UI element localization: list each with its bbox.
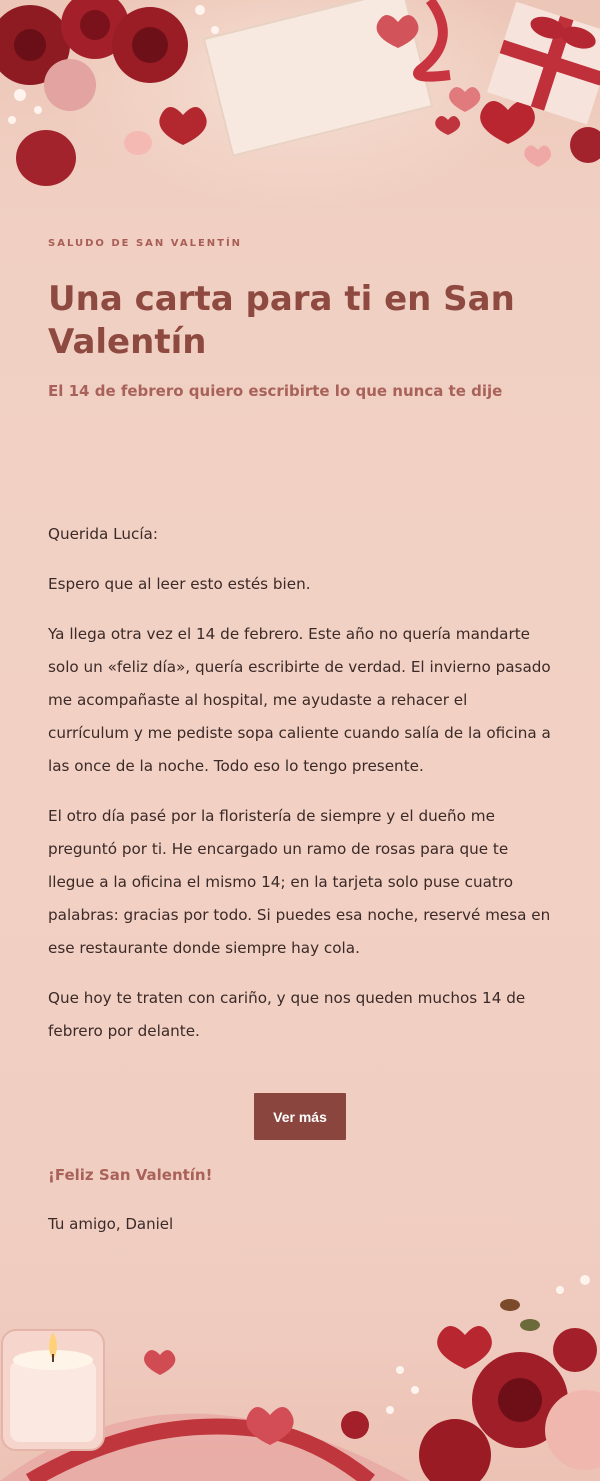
eyebrow-label: SALUDO DE SAN VALENTÍN: [48, 238, 243, 249]
heart-icon: [144, 1350, 175, 1375]
ribbon-shape: [418, 0, 450, 77]
heart-icon: [437, 1326, 492, 1369]
ver-mas-button[interactable]: Ver más: [254, 1093, 346, 1140]
letter-greeting: Querida Lucía:: [48, 525, 158, 543]
rose-icon: [570, 127, 600, 163]
heart-icon: [435, 116, 460, 135]
letter-paragraph: Espero que al leer esto estés bien.: [48, 575, 311, 593]
top-floral-decoration: [0, 0, 600, 230]
heart-icon: [524, 146, 551, 168]
rose-cluster-right: [341, 1275, 600, 1481]
petal-shape: [124, 131, 152, 155]
signature: Tu amigo, Daniel: [48, 1215, 174, 1233]
bottom-floral-decoration: [0, 1250, 600, 1481]
rose-cluster-left: [0, 0, 219, 124]
letter-paragraph: El otro día pasé por la floristería de siempre y el dueño me preguntó por ti. He encargado un ramo de rosas para que te llegue a la oficina el mismo 14; en la tarjeta solo puse cuatro palabras: gracias por todo. Si puedes esa noche, reservé mesa en ese restaurante donde siempre hay cola.: [48, 807, 551, 957]
heart-icon: [159, 107, 206, 145]
page-subtitle: El 14 de febrero quiero escribirte lo que nunca te dije: [48, 382, 503, 400]
candle-roses-illustration: [0, 1250, 600, 1481]
letter-body: [48, 518, 552, 1065]
letter-paragraph: Ya llega otra vez el 14 de febrero. Este año no quería mandarte solo un «feliz día», quería escribirte de verdad. El invierno pasado me acompañaste al hospital, me ayudaste a rehacer el currículum y me pediste sopa caliente cuando salía de la oficina a las once de la noche. Todo eso lo tengo presente.: [48, 625, 551, 775]
heart-icon: [480, 101, 535, 144]
page-title: Una carta para ti en San Valentín: [48, 279, 515, 362]
petal-shape: [16, 130, 76, 186]
heart-icon: [449, 87, 480, 112]
candle-icon: [2, 1330, 104, 1450]
roses-card-gift-illustration: [0, 0, 600, 230]
letter-paragraph: Que hoy te traten con cariño, y que nos queden muchos 14 de febrero por delante.: [48, 989, 526, 1040]
closing-line: ¡Feliz San Valentín!: [48, 1166, 213, 1184]
